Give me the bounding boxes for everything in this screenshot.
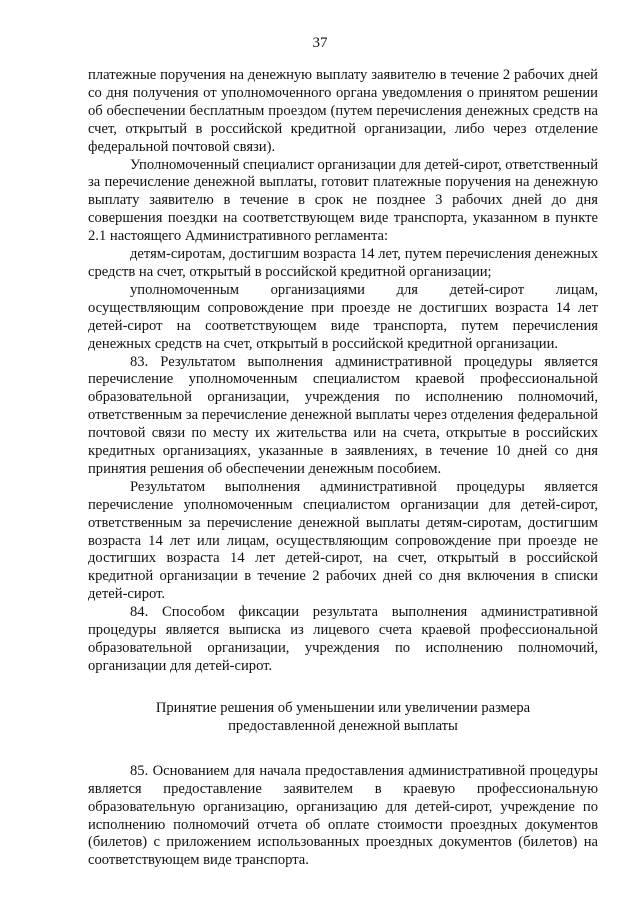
paragraph-orphan-org-specialist: Уполномоченный специалист организации для детей-сирот, ответственный за перечисление денежной выплаты, готовит платежные поручения на денежную выплату заявителю в течение в срок не позднее 3 рабочих дней до дня совершения поездки на соответствующем виде транспорта, указанном в пункте 2.1 настоящего Административного регламента: [88, 156, 598, 245]
section-heading-line-1: Принятие решения об уменьшении или увеличении размера [155, 699, 531, 716]
document-body [88, 67, 598, 870]
paragraph-payment-orders: платежные поручения на денежную выплату заявителю в течение 2 рабочих дней со дня получения от уполномоченного органа уведомления о принятом решении об обеспечении бесплатным проездом (путем перечисления денежных средств на счет, открытый в российской кредитной организации, либо через отделение федеральной почтовой связи). [88, 67, 598, 155]
list-item-escort-persons: уполномоченным организациями для детей-сирот лицам, осуществляющим сопровождение при проезде не достигших возраста 14 лет детей-сирот на соответствующем виде транспорта, путем перечисления денежных средств на счет, открытый в российской кредитной организации. [88, 281, 598, 352]
paragraph-83: 83. Результатом выполнения административной процедуры является перечисление уполномоченным специалистом краевой профессиональной образовательной организации, учреждения по исполнению полномочий, ответственным за перечисление денежной выплаты через отделения федеральной почтовой связи по месту их жительства или на счета, открытые в российских кредитных организациях, указанные в заявлениях, в течение 10 дней со дня принятия решения об обеспечении денежным пособием. [88, 353, 598, 477]
page-number: 37 [312, 35, 328, 51]
paragraph-84: 84. Способом фиксации результата выполнения административной процедуры является выписка из лицевого счета краевой профессиональной образовательной организации, учреждения по исполнению полномочий, организации для детей-сирот. [88, 604, 598, 674]
section-heading [88, 699, 598, 735]
paragraph-85: 85. Основанием для начала предоставления административной процедуры является предоставление заявителем в краевую профессиональную образовательную организацию, организацию для детей-сирот, учреждение по исполнению полномочий отчета об оплате стоимости проездных документов (билетов) с приложением использованных проездных документов (билетов) на соответствующем виде транспорта. [88, 762, 598, 869]
section-heading-line-2: предоставленной денежной выплаты [228, 717, 458, 734]
list-item-orphans-over-14: детям-сиротам, достигшим возраста 14 лет, путем перечисления денежных средств на счет, открытый в российской кредитной организации; [88, 246, 598, 280]
paragraph-83-result: Результатом выполнения административной процедуры является перечисление уполномоченным специалистом организации для детей-сирот, ответственным за перечисление денежной выплаты детям-сиротам, достигшим возраста 14 лет или лицам, осуществляющим сопровождение при проезде не достигших возраста 14 лет детей-сирот, на счет, открытый в российской кредитной организации в течение 2 рабочих дней со дня включения в списки детей-сирот. [88, 478, 598, 603]
